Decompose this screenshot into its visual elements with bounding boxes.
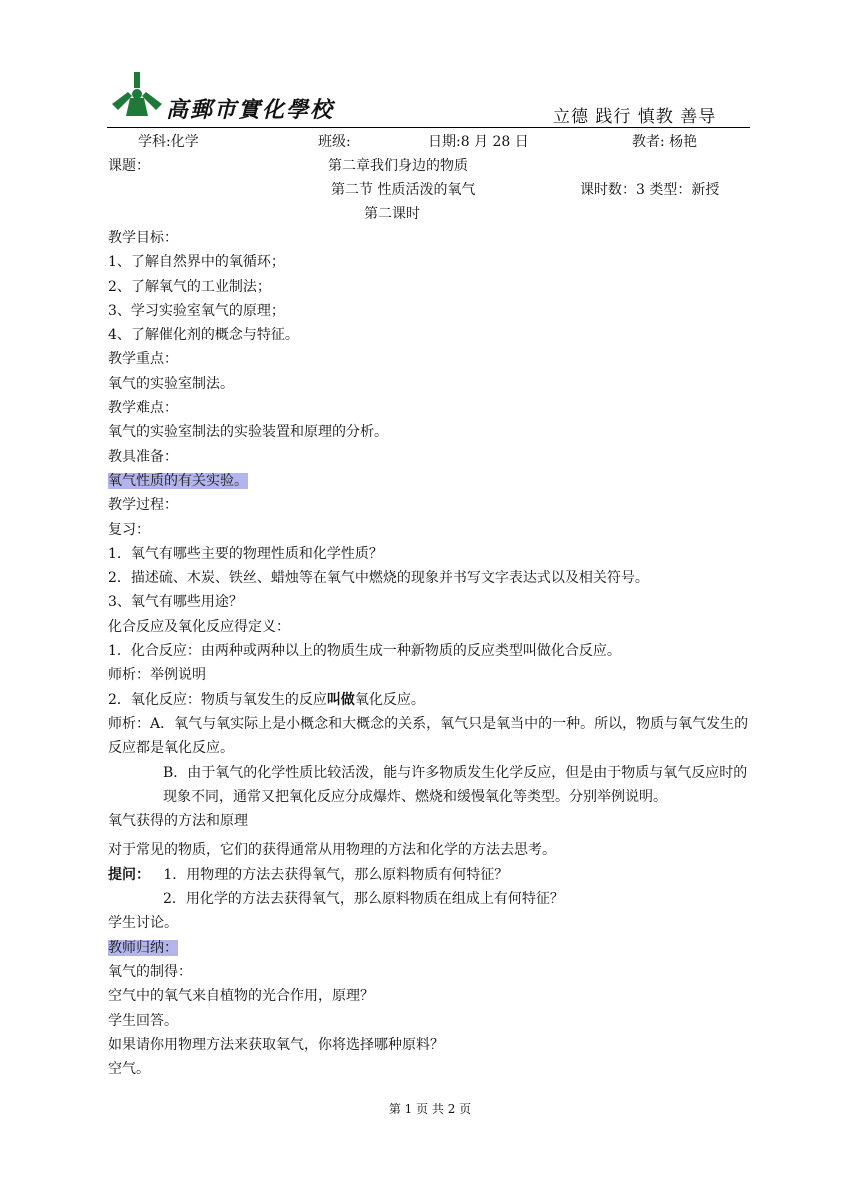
school-logo-text: 高郵市實化學校 [166,97,335,123]
heading-objectives: 教学目标： [108,230,178,246]
heading-key-points: 教学重点： [108,351,178,368]
teacher-field: 教者: 杨艳 [632,134,698,150]
question-2: 2．用化学的方法去获得氧气，那么原料物质在组成上有何特征？ [163,891,564,908]
period-label: 第二课时 [364,206,420,222]
oxygen-methods-heading: 氧气获得的方法和原理 [108,813,248,830]
photosynthesis-question: 空气中的氧气来自植物的光合作用，原理？ [108,988,374,1005]
student-answer: 学生回答。 [108,1012,178,1029]
subject-field: 学科:化学 [138,134,199,150]
definitions-heading: 化合反应及氧化反应得定义： [108,618,290,635]
heading-difficulties: 教学难点： [108,400,178,417]
chapter-title: 第二章我们身边的物质 [328,158,468,174]
objective-item: 1、了解自然界中的氧循环； [108,254,285,271]
teacher-note: 师析：举例说明 [108,667,206,684]
student-discussion: 学生讨论。 [108,915,178,932]
date-field: 日期:8 月 28 日 [428,134,529,150]
raw-material-question: 如果请你用物理方法来获取氧气，你将选择哪种原料？ [108,1036,444,1053]
school-logo [108,70,166,120]
oxygen-production: 氧气的制得： [108,963,192,980]
methods-intro: 对于常见的物质，它们的获得通常从用物理的方法和化学的方法去思考。 [108,842,556,859]
objective-item: 4、了解催化剂的概念与特征。 [108,327,299,344]
highlighted-text: 教师归纳： [108,939,178,956]
definition-oxidation: 2．氧化反应：物质与氧发生的反应叫做氧化反应。 [108,691,425,708]
topic-label: 课题： [108,158,150,174]
materials-text [108,469,758,493]
heading-materials: 教具准备： [108,448,178,465]
teacher-summary [108,936,758,960]
header-rule [107,127,750,128]
class-field: 班级: [318,134,351,150]
question-label: 提问： [108,866,150,883]
objective-item: 2、了解氧气的工业制法； [108,278,271,295]
definition-combination: 1．化合反应：由两种或两种以上的物质生成一种新物质的反应类型叫做化合反应。 [108,643,621,660]
difficulty-text: 氧气的实验室制法的实验装置和原理的分析。 [108,424,388,441]
school-motto: 立德 践行 慎教 善导 [553,107,717,127]
review-label: 复习： [108,521,150,538]
highlighted-text: 氧气性质的有关实验。 [108,472,248,489]
lesson-body [108,226,758,1081]
key-point-text: 氧气的实验室制法。 [108,375,234,392]
review-question: 3、氧气有哪些用途？ [108,594,243,611]
hours-type: 课时数：3 类型：新授 [580,182,720,198]
review-question: 1．氧气有哪些主要的物理性质和化学性质？ [108,545,383,562]
heading-process: 教学过程： [108,497,178,514]
question-1: 提问： 1．用物理的方法去获得氧气，那么原料物质有何特征？ [108,866,509,883]
section-title: 第二节 性质活泼的氧气 [331,182,476,198]
teacher-analysis-b: B．由于氧气的化学性质比较活泼，能与许多物质发生化学反应，但是由于物质与氧气反应时的现象不同，通常又把氧化反应分成爆炸、燃烧和缓慢氧化等类型。分别举例说明。 [163,764,748,805]
teacher-analysis-a: 师析：A．氧气与氧实际上是小概念和大概念的关系，氧气只是氧当中的一种。所以，物质与氧气发生的反应都是氧化反应。 [108,715,749,757]
objective-item: 3、学习实验室氧气的原理； [108,302,285,319]
page-number: 第 1 页 共 2 页 [388,1102,472,1116]
raw-material-answer: 空气。 [108,1061,150,1078]
review-question: 2．描述硫、木炭、铁丝、蜡烛等在氧气中燃烧的现象并书写文字表达式以及相关符号。 [108,570,649,587]
